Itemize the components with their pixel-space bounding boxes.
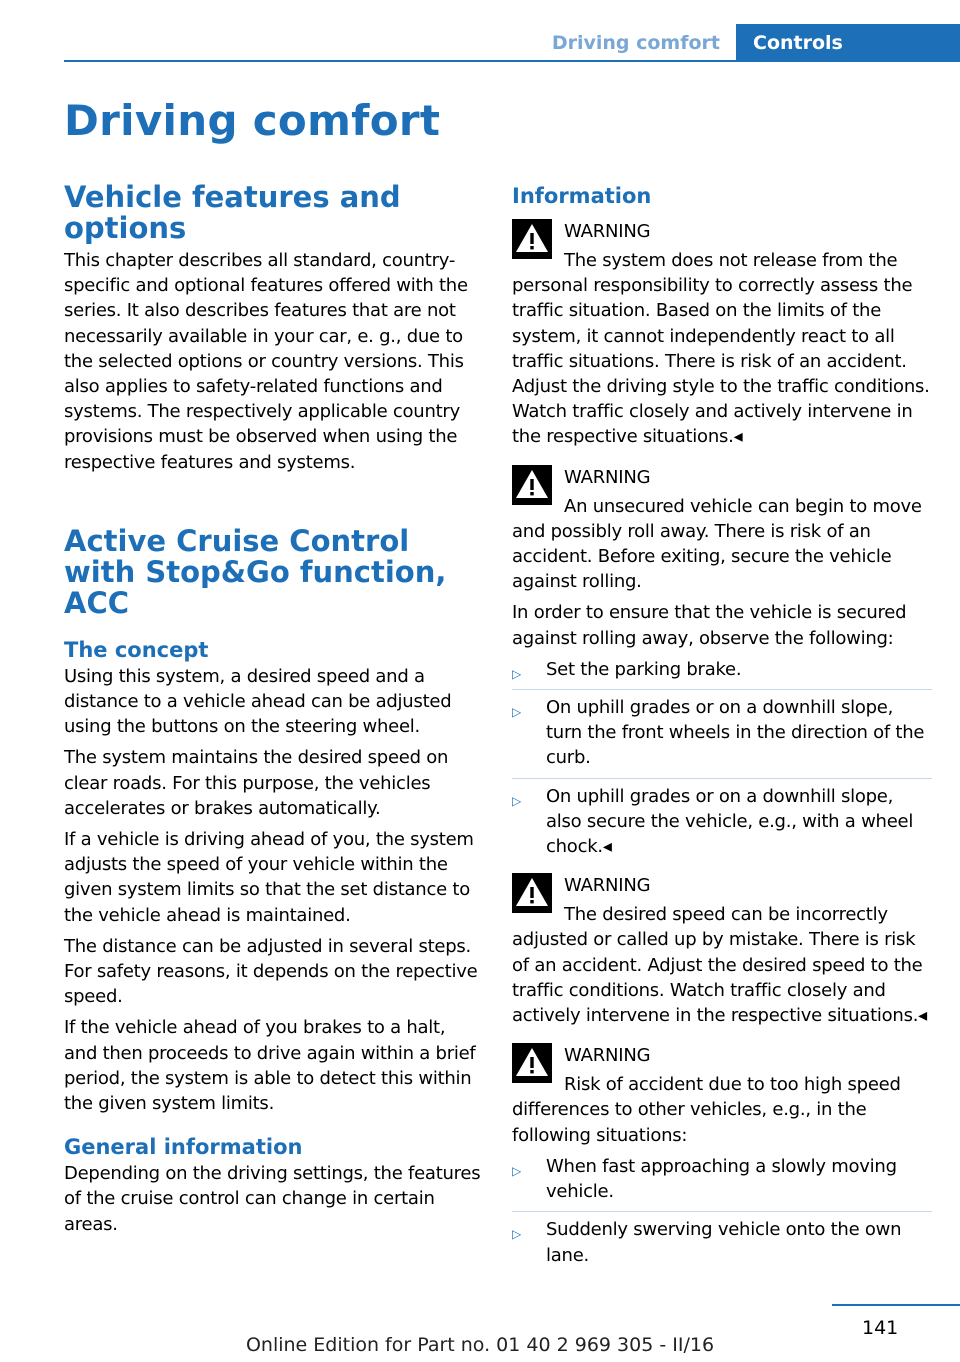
triangle-bullet-icon: ▷ xyxy=(512,1227,521,1242)
warning-block xyxy=(512,218,932,450)
header-rule xyxy=(64,60,960,62)
list-item xyxy=(512,657,932,689)
footer-rule xyxy=(832,1304,960,1306)
bullet-list xyxy=(512,657,932,866)
list-item xyxy=(512,778,932,867)
list-item-text: When fast approaching a slowly moving vehicle. xyxy=(546,1155,897,1203)
list-item xyxy=(512,1211,932,1274)
list-item-text: Set the parking brake. xyxy=(546,658,742,680)
triangle-bullet-icon: ▷ xyxy=(512,1163,521,1178)
list-item-text: On uphill grades or on a downhill slope, also secure the vehicle, e.g., with a wheel chock.◂ xyxy=(546,785,914,858)
warning-label: WARNING xyxy=(564,466,651,488)
concept-paragraph: The distance can be adjusted in several steps. For safety reasons, it depends on the repective speed. xyxy=(64,935,478,1008)
paragraph-vehicle-features: This chapter describes all standard, country-specific and optional features offered with the series. It also describes features that are not necessarily available in your car, e. g., due to the selected options or country versions. This also applies to safety-related functions and systems. The respectively applicable country provisions must be observed when using the respective features and systems. xyxy=(64,250,468,473)
paragraph-general-information: Depending on the driving settings, the features of the cruise control can change in certain areas. xyxy=(64,1163,481,1235)
warning-triangle-icon xyxy=(512,465,552,505)
triangle-bullet-icon: ▷ xyxy=(512,666,521,681)
warning-text: The system does not release from the personal responsibility to correctly assess the traffic situation. Based on the limits of the system, it cannot independently react to all traffic situations. There is risk of an accident. Adjust the driving style to the traffic conditions. Watch traffic closely and actively intervene in the respective situations.◂ xyxy=(512,250,930,448)
concept-paragraph: The system maintains the desired speed on clear roads. For this purpose, the vehicles accelerates or brakes automatically. xyxy=(64,747,449,819)
warning-label: WARNING xyxy=(564,1045,651,1067)
right-column xyxy=(512,182,932,1275)
triangle-bullet-icon: ▷ xyxy=(512,705,521,720)
page-number: 141 xyxy=(862,1317,899,1339)
header-chapter-tab: Controls xyxy=(736,24,960,62)
bullet-list xyxy=(512,1154,932,1275)
warning-triangle-icon xyxy=(512,1043,552,1083)
header-section-label: Driving comfort xyxy=(551,32,720,54)
edition-footer: Online Edition for Part no. 01 40 2 969 305 - II/16 xyxy=(245,1334,715,1356)
heading-active-cruise-control: Active Cruise Control with Stop&Go function, ACC xyxy=(64,523,447,620)
heading-the-concept: The concept xyxy=(64,637,209,662)
left-column xyxy=(64,182,482,1243)
warning-block xyxy=(512,872,932,1028)
warning-block xyxy=(512,464,932,595)
concept-paragraph: Using this system, a desired speed and a distance to a vehicle ahead can be adjusted using the buttons on the steering wheel. xyxy=(64,665,452,738)
heading-vehicle-features: Vehicle features and options xyxy=(64,180,401,245)
warning-block xyxy=(512,1042,932,1148)
warning-text: Risk of accident due to too high speed differences to other vehicles, e.g., in the following situations: xyxy=(512,1074,901,1146)
warning-text: The desired speed can be incorrectly adjusted or called up by mistake. There is risk of an accident. Adjust the desired speed to the traffic conditions. Watch traffic closely and actively intervene in the respective situations.◂ xyxy=(512,904,927,1027)
page-title: Driving comfort xyxy=(64,96,441,145)
warning-triangle-icon xyxy=(512,219,552,259)
list-item xyxy=(512,1154,932,1211)
heading-information: Information xyxy=(512,184,652,208)
concept-paragraph: If the vehicle ahead of you brakes to a halt, and then proceeds to drive again within a brief period, the system is able to detect this within the given system limits. xyxy=(64,1017,476,1115)
paragraph-secure-vehicle: In order to ensure that the vehicle is secured against rolling away, observe the following: xyxy=(512,602,907,649)
warning-label: WARNING xyxy=(564,221,651,242)
list-item-text: Suddenly swerving vehicle onto the own lane. xyxy=(546,1219,902,1266)
triangle-bullet-icon: ▷ xyxy=(512,793,521,808)
list-item-text: On uphill grades or on a downhill slope, turn the front wheels in the direction of the curb. xyxy=(546,697,925,769)
warning-label: WARNING xyxy=(564,875,651,897)
list-item xyxy=(512,689,932,778)
concept-paragraph: If a vehicle is driving ahead of you, the system adjusts the speed of your vehicle within the given system limits so that the set distance to the vehicle ahead is maintained. xyxy=(64,829,474,926)
warning-triangle-icon xyxy=(512,873,552,913)
heading-general-information: General information xyxy=(64,1135,303,1160)
warning-text: An unsecured vehicle can begin to move and possibly roll away. There is risk of an accident. Before exiting, secure the vehicle against rolling. xyxy=(512,495,922,593)
